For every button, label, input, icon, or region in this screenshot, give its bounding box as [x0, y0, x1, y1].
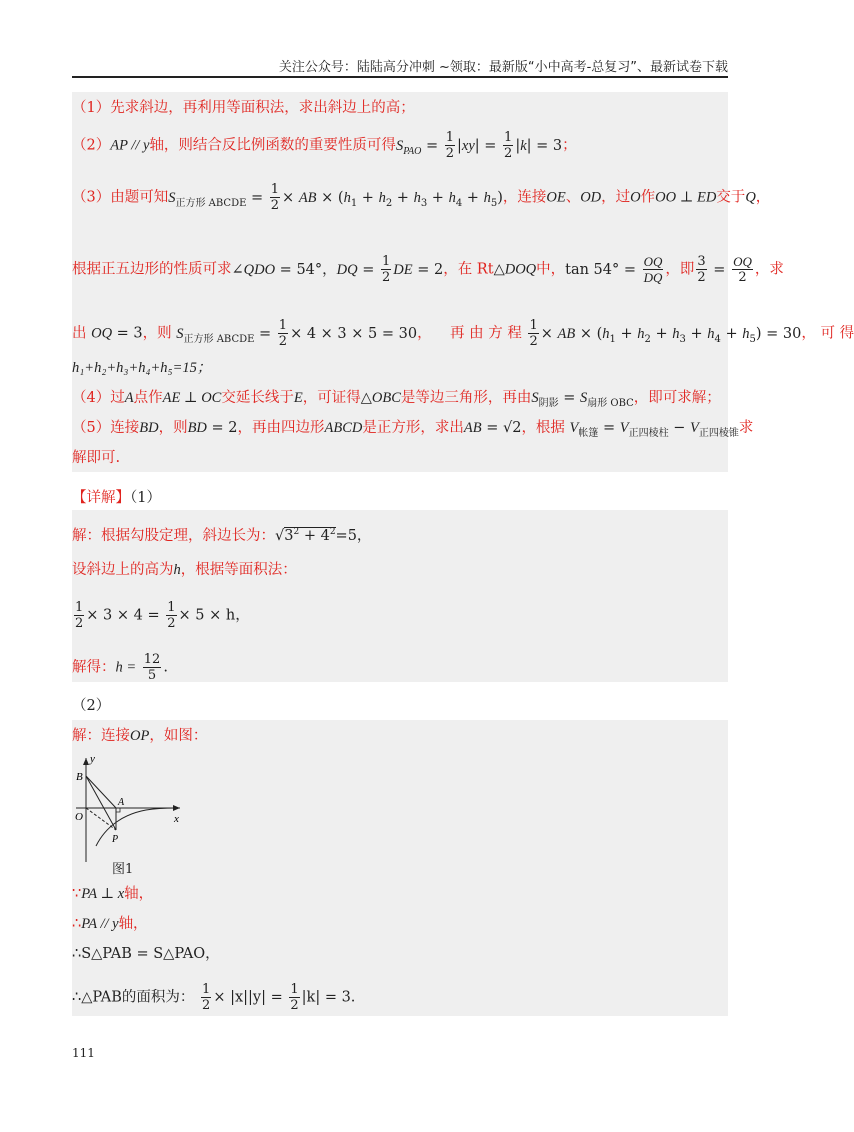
hint-5a: 出 [72, 325, 87, 342]
hint-7e: 是等边三角形，再由 [400, 390, 532, 406]
figure-1 [72, 750, 192, 870]
hint-5c: 再 由 方 程 [450, 325, 522, 342]
hint-7c: 交延长线于 [221, 390, 294, 406]
figure-1-caption: 图1 [112, 862, 134, 877]
hint-6: h₁+h₂+h₃+h₄+h₅=15； [72, 360, 212, 376]
sol1-line-2 [72, 560, 728, 580]
hint-4a: 根据正五边形的性质可求 [72, 261, 232, 278]
sol2-1a: 解：连接 [72, 728, 130, 744]
hint-8c: ，再由四边形 [237, 420, 325, 436]
sol1-4b: h = [115, 659, 137, 676]
svg-text:O: O [75, 811, 83, 823]
sol2-5c: |k| = 3. [301, 989, 356, 1006]
hint-8b: ，则 [158, 420, 188, 436]
hint-line-1: （1）先求斜边，再利用等面积法，求出斜边上的高； [72, 100, 415, 116]
sol1-2a: 设斜边上的高为 [72, 562, 174, 578]
page-header: 关注公众号：陆陆高分冲刺 ~领取：最新版“小中高考-总复习”、最新试卷下载 [278, 60, 728, 75]
sol1-4a: 解得： [72, 659, 116, 676]
sol1-3d: × 5 × h， [178, 607, 250, 624]
hint-line-4: 根据正五边形的性质可求∠QDO = 54°，DQ = $\frac{1}{2}$ DE = 2，在 Rt△DOQ中，tan 54° = $\frac{OQ}{DQ}$ ，即 $\frac{3}{2}$ = $\frac{OQ}{2}$ ，求 [72, 254, 784, 285]
hint-7a: （4）过 [72, 390, 125, 406]
hint-8e: ，根据 [521, 420, 565, 436]
hint-2c: 轴，则结合反比例函数的重要性质可得 [149, 137, 396, 154]
header-rule [72, 76, 728, 78]
svg-text:P: P [112, 834, 119, 845]
hint-2b: AP // y [110, 137, 150, 154]
sol2-3c: 轴， [118, 916, 148, 932]
svg-text:y: y [90, 753, 95, 765]
hint-8d: 是正方形，求出 [362, 420, 464, 436]
hint-5b: ，则 [142, 325, 172, 342]
sol2-2a: ∵ [72, 886, 82, 902]
sol1-line-1: 解：根据勾股定理，斜边长为：$√3^2 + 4^2=5$， [72, 527, 372, 544]
hint-7b: 点作 [133, 390, 163, 406]
detail-label-text: 【详解】 [72, 490, 130, 506]
hint-7d: ，可证得 [302, 390, 361, 406]
sol1-2c: ，根据等面积法： [180, 562, 297, 578]
hint-3e: 作 [640, 189, 656, 206]
part2-label: （2） [72, 698, 111, 714]
sol1-1b: =5， [335, 527, 372, 544]
hint-line-2: （2）AP // y轴，则结合反比例函数的重要性质可得$S_{PAO}$ = $\frac{1}{2}$ |xy| = $\frac{1}{2}$ |k| = 3； [72, 130, 577, 161]
sol2-line-5: ∴△PAB的面积为： $\frac{1}{2}$ × |x||y| = $\frac{1}{2}$ |k| = 3. [72, 982, 356, 1013]
svg-text:A: A [118, 797, 125, 808]
hint-line-3: （3）由题可知$S_{正方形 ABCDE}$ = $\frac{1}{2}$ × AB × $(h_1 + h_2 + h_3 + h_4 + h_5)$，连接OE、OD，过O作OO ⊥ ED交于Q， [72, 182, 771, 213]
sol2-2b: PA ⊥ x [81, 886, 125, 902]
sol2-line-3 [72, 914, 728, 934]
sol1-line-3: $\frac{1}{2}$ × 3 × 4 = $\frac{1}{2}$ × 5 × h， [75, 600, 250, 631]
hint-3d: ，过 [601, 189, 631, 206]
sol2-line-1 [72, 726, 728, 746]
solution-1-block [72, 510, 728, 682]
sol1-line-4: 解得：h = $\frac{12}{5}$ . [72, 652, 168, 683]
sol2-2c: 轴， [124, 886, 154, 902]
hint-4d: ，即 [665, 261, 695, 278]
hint-4b: ，在 Rt [443, 261, 494, 278]
sol2-1c: ，如图： [149, 728, 208, 744]
hint-3f: 交于 [716, 189, 746, 206]
hint-4c: 中， [536, 261, 566, 278]
sol1-2b: h [173, 562, 181, 578]
sol2-5b: × |x||y| = [213, 989, 283, 1006]
hint-line-5: 出 OQ = 3，则 $S_{正方形 ABCDE}$ = $\frac{1}{2}$ × 4 × 3 × 5 = 30， 再 由 方 程 $\frac{1}{2}$ × AB × $(h_1 + h_2 + h_3 + h_4 + h_5) = 30$， 可 得 [72, 318, 854, 349]
hint-block [72, 92, 854, 472]
detail-part1: （1） [130, 490, 161, 506]
hint-7f: ，即可求解； [633, 390, 721, 406]
hint-line-6 [72, 358, 728, 378]
detail-label [72, 486, 161, 507]
page-number: 111 [72, 1046, 95, 1060]
hint-3a: （3）由题可知 [72, 189, 169, 206]
sol2-5a: ∴△PAB的面积为： [72, 989, 195, 1006]
solution-2-block [72, 720, 728, 1016]
hint-5d: ， 可 得 [801, 325, 854, 342]
sol2-line-4: ∴S△PAB = S△PAO， [72, 946, 220, 962]
sol2-1b: OP [130, 728, 150, 744]
hint-3b: ，连接 [502, 189, 547, 206]
sol1-3b: × 3 × 4 = [86, 607, 160, 624]
hint-3c: 、 [565, 189, 581, 206]
sol2-3b: PA // y [81, 916, 119, 932]
hint-2a: （2） [72, 137, 111, 154]
sol2-3a: ∴ [72, 916, 82, 932]
hint-8a: （5）连接 [72, 420, 140, 436]
hint-line-7: （4）过A点作AE ⊥ OC交延长线于E，可证得△OBC是等边三角形，再由$S_{阴影} = S_{扇形 OBC}$，即可求解； [72, 390, 721, 409]
hint-8f: 求 [738, 420, 754, 436]
sol2-line-2 [72, 884, 728, 904]
svg-text:x: x [174, 813, 179, 825]
sol1-1a: 解：根据勾股定理，斜边长为： [72, 527, 275, 544]
hint-line-8: （5）连接BD，则BD = 2，再由四边形ABCD是正方形，求出AB = √2，根据 $V_{帐篷} = V_{正四棱柱} - V_{正四棱锥}$求 [72, 420, 754, 439]
hint-4e: ，求 [754, 261, 784, 278]
hint-line-9: 解即可. [72, 450, 121, 466]
svg-text:B: B [76, 771, 83, 783]
